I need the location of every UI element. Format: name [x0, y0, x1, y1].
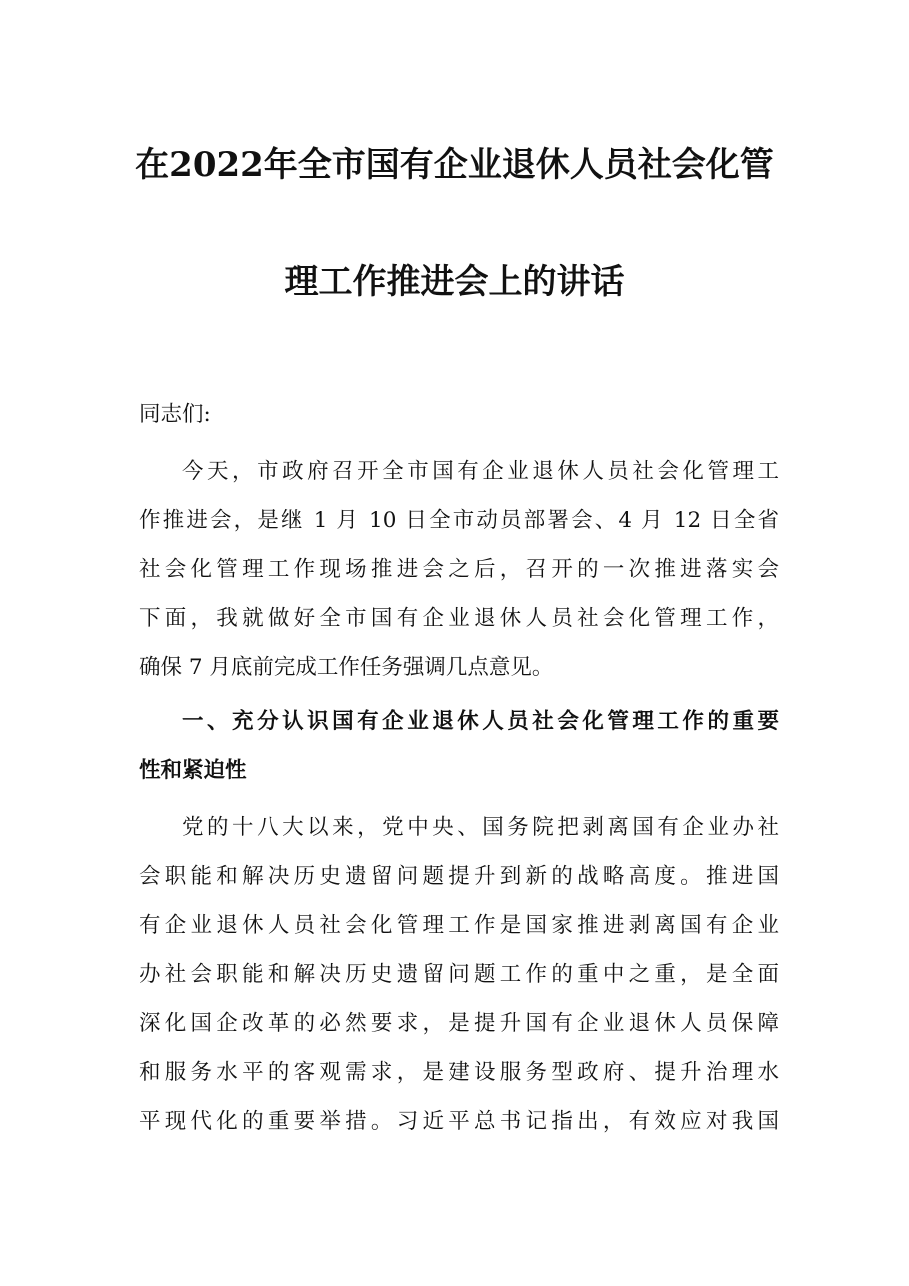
- paragraph-line: 有企业退休人员社会化管理工作是国家推进剥离国有企业: [139, 913, 779, 938]
- section-heading-1: [139, 697, 779, 795]
- paragraph-line: 党的十八大以来，党中央、国务院把剥离国有企业办社: [182, 815, 779, 840]
- salutation-text: 同志们:: [139, 402, 211, 427]
- salutation: [139, 390, 779, 439]
- heading-line: 性和紧迫性: [139, 758, 247, 783]
- paragraph-section-1: [139, 803, 779, 1146]
- paragraph-line: 和服务水平的客观需求，是建设服务型政府、提升治理水: [139, 1060, 779, 1085]
- paragraph-line: 下面，我就做好全市国有企业退休人员社会化管理工作，: [139, 606, 779, 631]
- heading-line: 一、充分认识国有企业退休人员社会化管理工作的重要: [182, 709, 779, 734]
- paragraph-line: 作推进会，是继 1 月 10 日全市动员部署会、4 月 12 日全省: [139, 508, 779, 533]
- paragraph-line: 今天，市政府召开全市国有企业退休人员社会化管理工: [182, 459, 779, 484]
- document-title-line-1: 在2022年全市国有企业退休人员社会化管: [135, 145, 774, 185]
- paragraph-intro: [139, 447, 779, 692]
- paragraph-line: 确保 7 月底前完成工作任务强调几点意见。: [139, 655, 554, 680]
- document-title-line-2: 理工作推进会上的讲话: [284, 262, 625, 302]
- paragraph-line: 办社会职能和解决历史遗留问题工作的重中之重，是全面: [139, 962, 779, 987]
- paragraph-line: 平现代化的重要举措。习近平总书记指出，有效应对我国: [139, 1109, 779, 1134]
- paragraph-line: 深化国企改革的必然要求，是提升国有企业退休人员保障: [139, 1011, 779, 1036]
- paragraph-line: 会职能和解决历史遗留问题提升到新的战略高度。推进国: [139, 864, 779, 889]
- paragraph-line: 社会化管理工作现场推进会之后，召开的一次推进落实会: [139, 557, 779, 582]
